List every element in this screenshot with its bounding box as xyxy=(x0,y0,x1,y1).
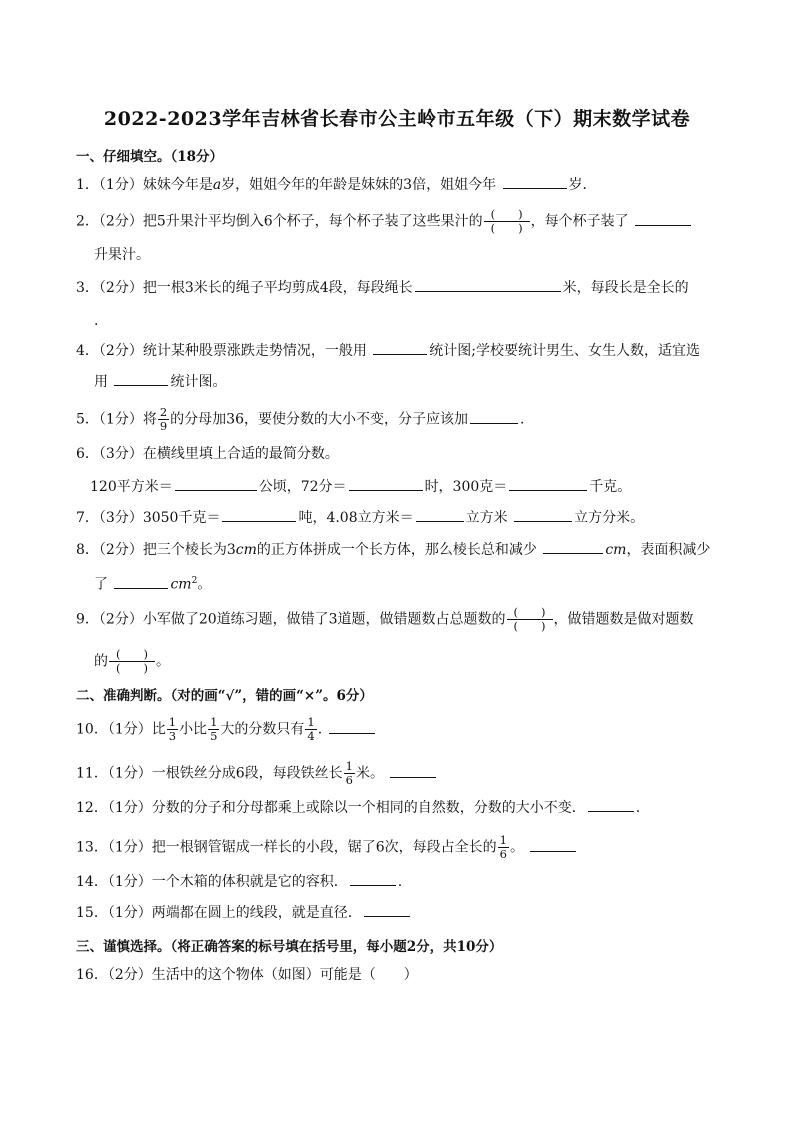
question-text: 米。 xyxy=(355,765,384,782)
question-14 xyxy=(76,871,402,893)
question-9-continued xyxy=(94,648,170,675)
fraction-1-6: $\frac{1}{6}$ xyxy=(345,759,353,787)
section-heading-choice: 三、谨慎选择。（将正确答案的标号填在括号里，每小题2分，共10分） xyxy=(76,939,503,955)
question-text: . xyxy=(635,800,641,816)
question-text: 2．（2分）把5升果汁平均倒入6个杯子，每个杯子装了这些果汁的 xyxy=(76,213,483,230)
question-2 xyxy=(76,208,693,235)
question-text: 公顷，72分＝ xyxy=(258,479,347,495)
unit-cm: cm xyxy=(605,542,627,558)
question-6: 6．（3分）在横线里填上合适的最简分数。 xyxy=(76,446,339,462)
answer-blank[interactable] xyxy=(503,174,567,189)
answer-blank[interactable] xyxy=(175,476,257,491)
question-text: . xyxy=(519,411,525,428)
answer-blank[interactable] xyxy=(350,871,396,886)
unit-cm: cm xyxy=(170,576,192,593)
question-text: 岁． xyxy=(568,177,597,193)
question-13 xyxy=(76,834,578,861)
question-7 xyxy=(76,507,644,529)
question-text: ，做错题数是做对题数 xyxy=(553,611,694,628)
question-text: 立方分米。 xyxy=(574,510,645,526)
answer-blank[interactable] xyxy=(415,277,561,292)
question-text: 米，每段长是全长的 xyxy=(562,280,689,296)
superscript-2: 2 xyxy=(191,576,198,586)
answer-blank[interactable] xyxy=(470,409,518,424)
question-text: 5．（1分）将 xyxy=(76,411,157,428)
question-text: 4．（2分）统计某种股票涨跌走势情况，一般用 xyxy=(76,343,367,359)
question-2-continued: 升果汁。 xyxy=(94,247,150,263)
section-heading-judgement: 二、准确判断。（对的画“√”，错的画“×”。6分） xyxy=(76,688,373,704)
question-1 xyxy=(76,174,597,196)
question-text: 小比 xyxy=(179,721,208,738)
question-3-continued: . xyxy=(94,313,99,329)
question-4 xyxy=(76,340,700,362)
question-text: 13．（1分）把一根钢管锯成一样长的小段，锯了6次，每段占全长的 xyxy=(76,839,497,856)
question-8-continued xyxy=(94,570,211,596)
question-text: . xyxy=(317,721,323,738)
answer-blank[interactable] xyxy=(588,797,634,812)
answer-blank[interactable] xyxy=(222,507,296,522)
fraction-answer-box[interactable]: $\frac{( )}{( )}$ xyxy=(109,648,155,675)
page-title: 2022-2023学年吉林省长春市公主岭市五年级（下）期末数学试卷 xyxy=(103,108,691,130)
question-8 xyxy=(76,539,710,561)
question-16: 16．（2分）生活中的这个物体（如图）可能是（ ） xyxy=(76,967,418,983)
answer-blank[interactable] xyxy=(329,719,375,734)
question-text: 3．（2分）把一根3米长的绳子平均剪成4段，每段绳长 xyxy=(76,280,413,296)
answer-blank[interactable] xyxy=(509,476,587,491)
fraction-1-3: $\frac{1}{3}$ xyxy=(168,715,177,743)
question-11 xyxy=(76,760,438,787)
question-text: 10．（1分）比 xyxy=(76,721,166,738)
fraction-answer-box[interactable]: $\frac{( )}{( )}$ xyxy=(507,606,553,633)
answer-blank[interactable] xyxy=(390,763,436,778)
question-text: 8．（2分）把三个棱长为3 xyxy=(76,542,236,558)
answer-blank[interactable] xyxy=(373,340,427,355)
question-text: 的正方体拼成一个长方体，那么棱长总和减少 xyxy=(256,542,537,558)
question-10 xyxy=(76,716,377,743)
fraction-1-5: $\frac{1}{5}$ xyxy=(210,715,218,743)
question-text: 吨，4.08立方米＝ xyxy=(298,510,414,526)
question-text: 11．（1分）一根铁丝分成6段，每段铁丝长 xyxy=(76,765,343,782)
question-4-continued xyxy=(94,371,226,393)
unit-cm: cm xyxy=(235,542,257,558)
question-5 xyxy=(76,406,524,433)
question-text: . xyxy=(397,874,403,890)
question-3 xyxy=(76,277,689,299)
question-text: 。 xyxy=(509,839,524,856)
question-text: 时，300克＝ xyxy=(424,479,508,495)
question-12 xyxy=(76,797,640,819)
answer-blank[interactable] xyxy=(114,574,168,589)
question-text: 。 xyxy=(156,653,170,670)
question-6-items xyxy=(90,476,631,498)
answer-blank[interactable] xyxy=(114,371,168,386)
answer-blank[interactable] xyxy=(416,507,464,522)
question-text: 7．（3分）3050千克＝ xyxy=(76,510,221,526)
question-text: ，表面积减少 xyxy=(626,542,711,558)
fraction-2-9: $\frac{2}{9}$ xyxy=(159,405,168,433)
question-15 xyxy=(76,902,412,924)
question-text: 的分母加36，要使分数的大小不变，分子应该加 xyxy=(170,411,468,428)
question-text: 9．（2分）小军做了20道练习题，做错了3道题，做错题数占总题数的 xyxy=(76,611,506,628)
question-text: 15．（1分）两端都在圆上的线段，就是直径． xyxy=(76,905,362,921)
question-text: 的 xyxy=(94,653,108,670)
answer-blank[interactable] xyxy=(364,902,410,917)
question-text: ，每个杯子装了 xyxy=(530,213,629,230)
question-text: 14．（1分）一个木箱的体积就是它的容积． xyxy=(76,874,348,890)
answer-blank[interactable] xyxy=(543,539,603,554)
fraction-answer-box[interactable]: $\frac{( )}{( )}$ xyxy=(484,208,530,235)
question-text: 统计图。 xyxy=(170,374,227,390)
fraction-1-6: $\frac{1}{6}$ xyxy=(499,833,507,861)
question-text: 千克。 xyxy=(589,479,632,495)
question-text: 1．（1分）妹妹今年是 xyxy=(76,177,213,193)
answer-blank[interactable] xyxy=(635,211,691,226)
answer-blank[interactable] xyxy=(530,837,576,852)
question-text: 了 xyxy=(94,576,108,593)
answer-blank[interactable] xyxy=(514,507,572,522)
question-text: 120平方米＝ xyxy=(90,479,173,495)
question-text: 用 xyxy=(94,374,108,390)
question-text: 岁，姐姐今年的年龄是妹妹的3倍，姐姐今年 xyxy=(221,177,497,193)
answer-blank[interactable] xyxy=(349,476,423,491)
question-text: 立方米 xyxy=(465,510,508,526)
question-text: 。 xyxy=(197,576,212,593)
variable-a: a xyxy=(212,177,222,193)
fraction-1-4: $\frac{1}{4}$ xyxy=(307,715,315,743)
question-text: 统计图;学校要统计男生、女生人数，适宜选 xyxy=(429,343,700,359)
question-9 xyxy=(76,606,694,633)
question-text: 12．（1分）分数的分子和分母都乘上或除以一个相同的自然数，分数的大小不变． xyxy=(76,800,586,816)
question-text: 大的分数只有 xyxy=(220,721,305,738)
section-heading-fill-in: 一、仔细填空。（18分） xyxy=(76,149,224,165)
